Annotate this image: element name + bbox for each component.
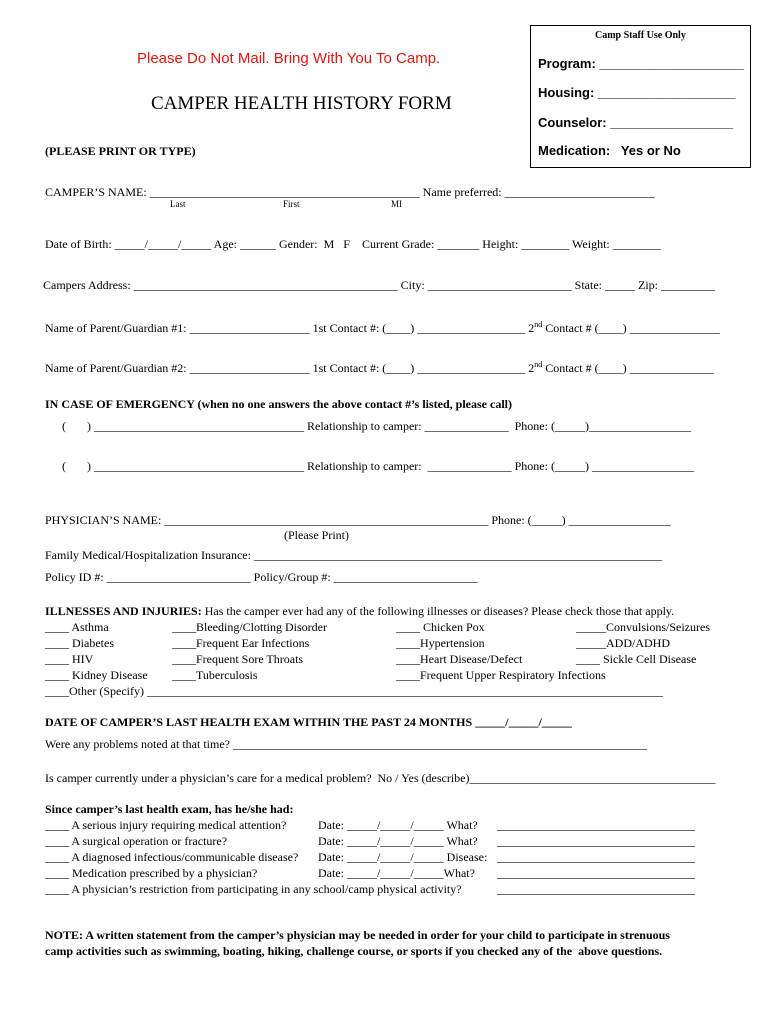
staff-medication-field[interactable]: Medication: Yes or No [538, 143, 681, 158]
parent1-sup: nd [534, 320, 543, 329]
exam-problems-field[interactable]: Were any problems noted at that time? _____________________________________________________________________ [45, 737, 647, 751]
parent1-text: Name of Parent/Guardian #1: ____________________ 1st Contact #: (____) __________________ 2 [45, 321, 535, 335]
since-row-date[interactable]: Date: _____/_____/_____ What? [318, 818, 478, 832]
staff-counselor-field[interactable]: Counselor: _________________ [538, 115, 734, 130]
dob-field[interactable]: Date of Birth: _____/_____/_____ Age: ______ Gender: M F Current Grade: _______ Height: ________ Weight: ________ [45, 237, 661, 251]
parent2-text: Name of Parent/Guardian #2: ____________________ 1st Contact #: (____) __________________ 2 [45, 361, 535, 375]
since-row-item[interactable]: ____ Medication prescribed by a physician? [45, 866, 258, 880]
notice-text: Please Do Not Mail. Bring With You To Camp. [137, 50, 441, 67]
emergency-contact-1[interactable]: ( ) ___________________________________ Relationship to camper: ______________ Phone: (_____)_________________ [62, 419, 691, 433]
since-row-date[interactable]: Date: _____/_____/_____ Disease: [318, 850, 488, 864]
illness-diabetes[interactable]: ____ Diabetes [45, 636, 114, 650]
sub-label-mi: MI [391, 199, 402, 209]
emergency-contact-2[interactable]: ( ) ___________________________________ Relationship to camper: ______________ Phone: (_____) _________________ [62, 459, 694, 473]
illness-other-field[interactable]: ____Other (Specify) ______________________________________________________________________________________ [45, 684, 663, 698]
policy-field[interactable]: Policy ID #: ________________________ Policy/Group #: ________________________ [45, 570, 478, 584]
physician-field[interactable]: PHYSICIAN’S NAME: ______________________________________________________ Phone: (_____) _________________ [45, 513, 671, 527]
illness-bleeding[interactable]: ____Bleeding/Clotting Disorder [172, 620, 327, 634]
since-exam-heading: Since camper’s last health exam, has he/she had: [45, 802, 294, 816]
since-row-item[interactable]: ____ A diagnosed infectious/communicable disease? [45, 850, 299, 864]
since-row-blank[interactable]: _________________________________ [497, 834, 695, 848]
since-row-item[interactable]: ____ A physician’s restriction from participating in any school/camp physical activity? [45, 882, 462, 896]
address-field[interactable]: Campers Address: ____________________________________________ City: ________________________ State: _____ Zip: _________ [43, 278, 715, 292]
print-note: (PLEASE PRINT OR TYPE) [45, 144, 196, 158]
staff-box-title: Camp Staff Use Only [595, 30, 686, 41]
since-row-item[interactable]: ____ A serious injury requiring medical attention? [45, 818, 287, 832]
since-row-blank[interactable]: _________________________________ [497, 866, 695, 880]
please-print-label: (Please Print) [284, 528, 349, 542]
page-title: CAMPER HEALTH HISTORY FORM [151, 93, 452, 114]
illness-seizures[interactable]: _____Convulsions/Seizures [576, 620, 710, 634]
since-row-blank[interactable]: _________________________________ [497, 818, 695, 832]
parent1-field[interactable] [45, 321, 720, 334]
illness-ear[interactable]: ____Frequent Ear Infections [172, 636, 310, 650]
since-row-date[interactable]: Date: _____/_____/_____ What? [318, 834, 478, 848]
illness-hiv[interactable]: ____ HIV [45, 652, 94, 666]
note-line-2: camp activities such as swimming, boating, hiking, challenge course, or sports if you checked any of the above questions. [45, 944, 663, 958]
note-line-1: NOTE: A written statement from the camper’s physician may be needed in order for your child to participate in strenuous [45, 928, 670, 942]
illness-kidney[interactable]: ____ Kidney Disease [45, 668, 148, 682]
parent2-sup: nd [534, 360, 543, 369]
illness-asthma[interactable]: ____ Asthma [45, 620, 109, 634]
illnesses-heading: ILLNESSES AND INJURIES: [45, 604, 202, 618]
illness-tuberculosis[interactable]: ____Tuberculosis [172, 668, 258, 682]
parent2-tail: Contact # (____) ______________ [542, 361, 714, 375]
since-row-blank[interactable]: _________________________________ [497, 882, 695, 896]
parent1-tail: Contact # (____) _______________ [542, 321, 720, 335]
illness-adhd[interactable]: _____ADD/ADHD [576, 636, 670, 650]
physician-care-field[interactable]: Is camper currently under a physician’s care for a medical problem? No / Yes (describe)_________________________________________ [45, 771, 716, 785]
sub-label-first: First [283, 199, 300, 209]
illness-heart[interactable]: ____Heart Disease/Defect [396, 652, 523, 666]
illness-hypertension[interactable]: ____Hypertension [396, 636, 485, 650]
parent2-field[interactable] [45, 361, 714, 374]
emergency-heading: IN CASE OF EMERGENCY (when no one answers the above contact #’s listed, please call) [45, 397, 512, 411]
since-row-blank[interactable]: _________________________________ [497, 850, 695, 864]
sub-label-last: Last [170, 199, 186, 209]
illness-chicken-pox[interactable]: ____ Chicken Pox [396, 620, 485, 634]
since-row-item[interactable]: ____ A surgical operation or fracture? [45, 834, 228, 848]
exam-date-field[interactable]: DATE OF CAMPER’S LAST HEALTH EXAM WITHIN THE PAST 24 MONTHS _____/_____/_____ [45, 715, 572, 729]
since-row-date[interactable]: Date: _____/_____/_____What? [318, 866, 475, 880]
staff-housing-field[interactable]: Housing: ___________________ [538, 85, 736, 100]
staff-program-field[interactable]: Program: ____________________ [538, 56, 745, 71]
illness-respiratory[interactable]: ____Frequent Upper Respiratory Infections [396, 668, 606, 682]
illness-sore-throat[interactable]: ____Frequent Sore Throats [172, 652, 304, 666]
illnesses-prompt [45, 605, 674, 617]
camper-name-field[interactable]: CAMPER’S NAME: _____________________________________________ Name preferred: _________________________ [45, 185, 655, 199]
illnesses-question: Has the camper ever had any of the following illnesses or diseases? Please check those that apply. [201, 604, 675, 618]
insurance-field[interactable]: Family Medical/Hospitalization Insurance: ____________________________________________________________________ [45, 548, 662, 562]
illness-sickle-cell[interactable]: ____ Sickle Cell Disease [576, 652, 697, 666]
